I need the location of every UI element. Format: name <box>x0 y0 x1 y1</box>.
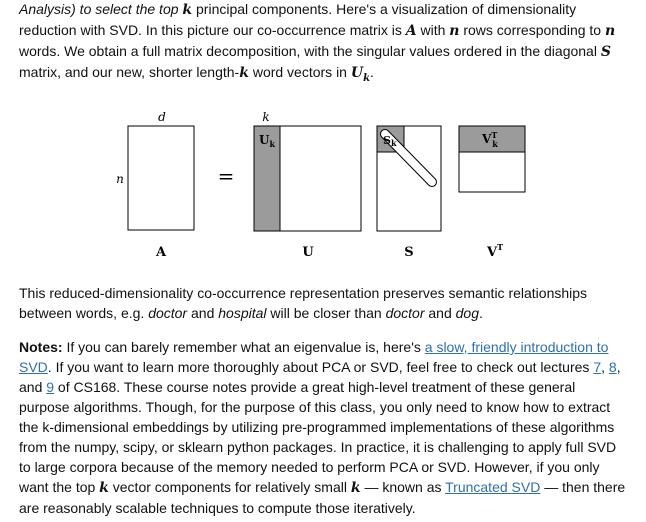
example-word: hospital <box>218 305 267 321</box>
body-text: If you can barely remember what an eigenvalue is, here's <box>62 339 425 355</box>
body-text: vector components for relatively small <box>108 479 351 495</box>
math-n: n <box>449 23 460 39</box>
notes-label: Notes: <box>19 339 63 355</box>
semantic-paragraph <box>19 283 629 323</box>
caption-u: U <box>302 245 314 260</box>
math-k: k <box>182 2 193 18</box>
math-A: A <box>405 23 417 39</box>
math-k: k <box>350 480 361 496</box>
body-text: — then there are reasonably scalable techniques to compute those iteratively. <box>19 479 626 516</box>
svd-diagram <box>0 100 646 265</box>
svd-intro-link[interactable]: a slow, friendly introduction to SVD <box>19 339 609 375</box>
math-k: k <box>99 480 109 496</box>
truncated-svd-link[interactable]: Truncated SVD <box>445 479 541 495</box>
body-text: , <box>601 359 609 375</box>
body-text: . If you want to learn more thoroughly about PCA or SVD, feel free to check out lectures <box>47 359 594 375</box>
matrix-a <box>128 126 194 230</box>
body-text: and <box>424 305 456 321</box>
label-uk: $U_k$ <box>259 133 276 149</box>
math-U: U <box>350 65 364 81</box>
intro-text: Analysis) to select the top <box>19 1 183 17</box>
caption-s: S <box>404 245 414 260</box>
equals-sign: = <box>217 164 235 188</box>
label-k: k <box>262 110 270 124</box>
body-text: will be closer than <box>266 305 386 321</box>
intro-text: word vectors in <box>248 64 351 80</box>
intro-paragraph <box>19 0 629 89</box>
body-text: and <box>187 305 219 321</box>
intro-text: matrix, and our new, shorter length- <box>19 64 240 80</box>
lecture-9-link[interactable]: 9 <box>46 379 55 395</box>
label-sk: Sk <box>383 134 397 148</box>
intro-text: principal components. Here's a visualization of dimensionality <box>192 1 577 17</box>
intro-text: words. We obtain a full matrix decomposition, with the singular values ordered in the diagonal <box>19 43 601 59</box>
intro-text: rows corresponding to <box>459 22 605 38</box>
label-vkt: $V^T$ k <box>482 130 498 149</box>
example-word: dog <box>455 305 479 321</box>
caption-a: A <box>155 245 167 260</box>
intro-text: . <box>370 64 374 80</box>
lecture-8-link[interactable]: 8 <box>608 359 617 375</box>
label-d: d <box>158 110 166 124</box>
body-text: , and <box>19 359 621 395</box>
example-word: doctor <box>385 305 425 321</box>
intro-text: reduction with SVD. In this picture our co-occurrence matrix is <box>19 22 406 38</box>
caption-vt: $V^T$ <box>487 242 504 260</box>
body-text: . <box>479 305 483 321</box>
body-text: This reduced-dimensionality co-occurrence representation preserves semantic relationships between words, e.g. <box>19 285 588 321</box>
body-text: — known as <box>360 479 446 495</box>
math-n: n <box>604 23 616 39</box>
math-S: S <box>600 44 611 60</box>
math-U-sub: k <box>363 72 371 84</box>
notes-paragraph <box>19 337 629 518</box>
body-text: of CS168. These course notes provide a great high-level treatment of these general purpose algorithms. Though, for the purpose of this class, you only need to know how to extract the k-dimensional embeddings by utilizing pre-programmed implementations of these algorithms from the numpy, scipy, or sklearn python packages. In practice, it is challenging to apply full SVD to large corpora because of the memory needed to perform PCA or SVD. However, if you only want the top <box>19 379 617 495</box>
math-k: k <box>239 65 249 81</box>
intro-text: with <box>416 22 450 38</box>
label-n: n <box>116 172 124 186</box>
lecture-7-link[interactable]: 7 <box>593 359 602 375</box>
example-word: doctor <box>148 305 188 321</box>
